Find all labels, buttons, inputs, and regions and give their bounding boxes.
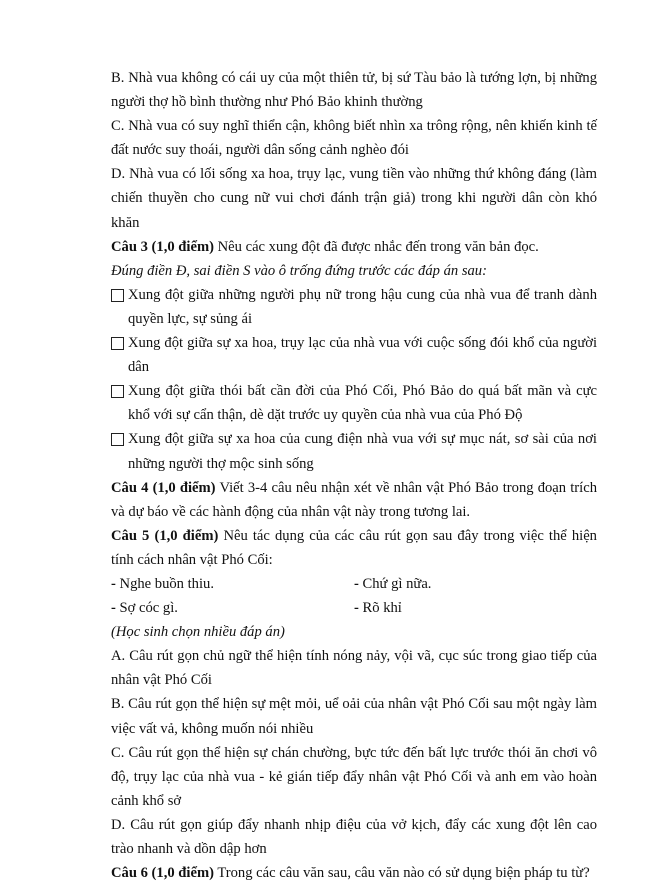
quote-text: Nghe buồn thiu. bbox=[119, 575, 214, 592]
q3-item-2 bbox=[111, 331, 597, 379]
question-6-label: Câu 6 (1,0 điểm) bbox=[111, 865, 214, 882]
q2-option-c: C. Nhà vua có suy nghĩ thiển cận, không biết nhìn xa trông rộng, nên khiến kinh tế đất nước suy thoái, người dân sống cảnh nghèo đói bbox=[111, 118, 597, 159]
question-3-instruction: Đúng điền Đ, sai điền S vào ô trống đứng trước các đáp án sau: bbox=[111, 262, 487, 279]
q3-item-text: Xung đột giữa sự xa hoa, trụy lạc của nhà vua với cuộc sống đói khổ của người dân bbox=[128, 335, 597, 376]
q2-option-b: B. Nhà vua không có cái uy của một thiên tử, bị sứ Tàu bảo là tướng lợn, bị những người thợ hồ bình thường như Phó Bảo khinh thường bbox=[111, 70, 597, 111]
quote-row-2 bbox=[111, 596, 597, 620]
quote-dash: - bbox=[354, 600, 359, 617]
question-5 bbox=[111, 524, 597, 572]
quote-item bbox=[111, 572, 354, 596]
question-4 bbox=[111, 476, 597, 524]
question-6-text: Trong các câu văn sau, câu văn nào có sử dụng biện pháp tu từ? bbox=[217, 865, 590, 882]
quote-row-1 bbox=[111, 572, 597, 596]
q5-option-d: D. Câu rút gọn giúp đẩy nhanh nhịp điệu của vở kịch, đẩy các xung đột lên cao trào nhanh và dồn dập hơn bbox=[111, 816, 597, 857]
quote-item bbox=[354, 572, 597, 596]
quote-text: Chứ gì nữa. bbox=[362, 575, 432, 592]
quote-dash: - bbox=[111, 600, 116, 617]
quote-text: Sợ cóc gì. bbox=[119, 600, 178, 617]
q2-option-d: D. Nhà vua có lối sống xa hoa, trụy lạc, vung tiền vào những thứ không đáng (làm chiến thuyền cho cung nữ vui chơi đánh trận giả) trong khi người dân còn khó khăn bbox=[111, 166, 597, 231]
q3-item-text: Xung đột giữa sự xa hoa của cung điện nhà vua với sự mục nát, sơ sài của nơi những người thợ mộc sinh sống bbox=[128, 431, 597, 472]
q3-item-1 bbox=[111, 283, 597, 331]
document-page bbox=[111, 66, 597, 885]
question-6 bbox=[111, 861, 597, 885]
q3-item-text: Xung đột giữa những người phụ nữ trong hậu cung của nhà vua để tranh dành quyền lực, sự sủng ái bbox=[128, 286, 597, 327]
answer-checkbox[interactable] bbox=[111, 337, 124, 350]
q5-option-c: C. Câu rút gọn thể hiện sự chán chường, bực tức đến bất lực trước thói ăn chơi vô độ, trụy lạc của nhà vua - kẻ gián tiếp đẩy nhân vật Phó Cối và anh em vào hoàn cảnh khổ sở bbox=[111, 744, 597, 809]
answer-checkbox[interactable] bbox=[111, 385, 124, 398]
question-3 bbox=[111, 235, 597, 259]
q3-item-3 bbox=[111, 379, 597, 427]
question-4-text: Viết 3-4 câu nêu nhận xét về nhân vật Phó Bảo trong đoạn trích và dự báo về các hành động của nhân vật này trong tương lai. bbox=[111, 479, 597, 520]
question-5-text: Nêu tác dụng của các câu rút gọn sau đây trong việc thể hiện tính cách nhân vật Phó Cối: bbox=[111, 527, 597, 568]
question-5-label: Câu 5 (1,0 điểm) bbox=[111, 527, 219, 544]
q3-item-4 bbox=[111, 427, 597, 475]
question-5-note: (Học sinh chọn nhiều đáp án) bbox=[111, 624, 285, 641]
question-4-label: Câu 4 (1,0 điểm) bbox=[111, 479, 216, 496]
question-3-text: Nêu các xung đột đã được nhắc đến trong văn bản đọc. bbox=[217, 238, 539, 255]
question-3-label: Câu 3 (1,0 điểm) bbox=[111, 238, 214, 255]
q3-item-text: Xung đột giữa thói bất cần đời của Phó Cối, Phó Bảo do quá bất mãn và cực khổ với sự cẩn thận, dè dặt trước uy quyền của nhà vua của Phó Độ bbox=[128, 383, 597, 424]
quote-item bbox=[111, 596, 354, 620]
q5-option-b: B. Câu rút gọn thể hiện sự mệt mỏi, uể oải của nhân vật Phó Cối sau một ngày làm việc vất vả, không muốn nói nhiều bbox=[111, 696, 597, 737]
quote-item bbox=[354, 596, 597, 620]
answer-checkbox[interactable] bbox=[111, 433, 124, 446]
quote-dash: - bbox=[354, 575, 359, 592]
quote-text: Rõ khỉ bbox=[362, 600, 402, 617]
quote-dash: - bbox=[111, 575, 116, 592]
answer-checkbox[interactable] bbox=[111, 289, 124, 302]
q5-option-a: A. Câu rút gọn chủ ngữ thể hiện tính nóng nảy, vội vã, cục súc trong giao tiếp của nhân vật Phó Cối bbox=[111, 648, 597, 689]
